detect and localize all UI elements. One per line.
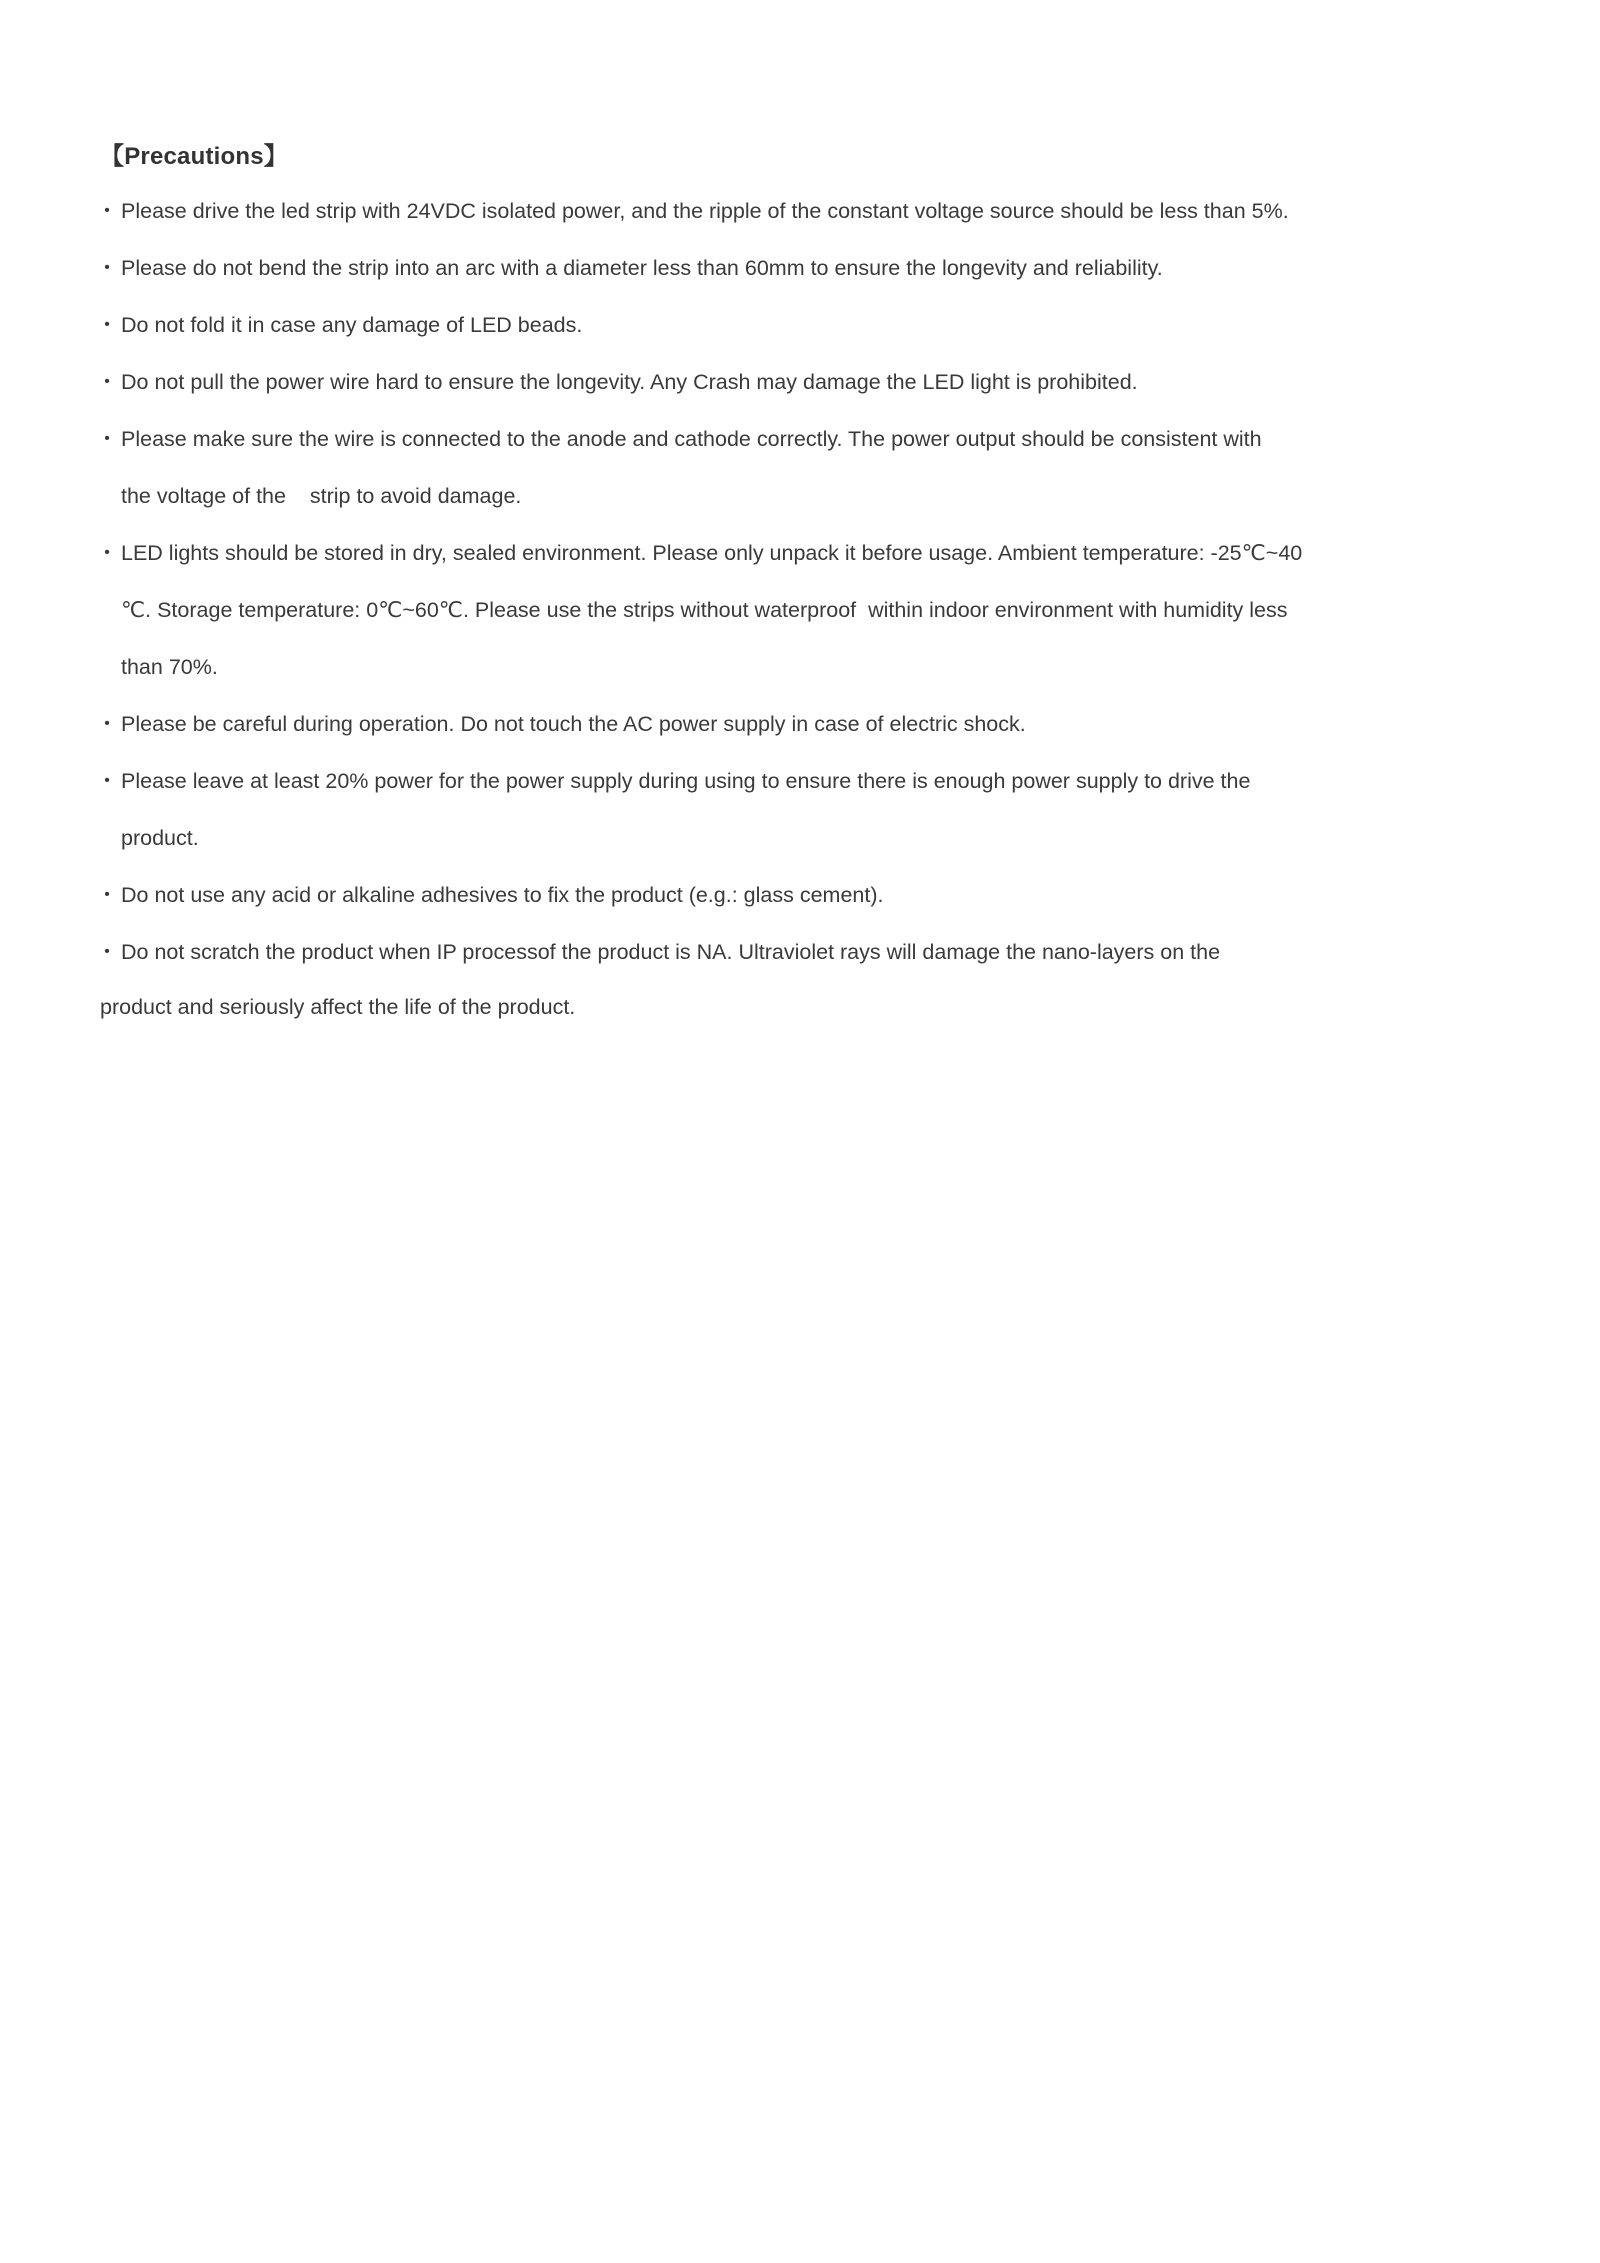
precaution-item-3-line-1: Do not fold it in case any damage of LED beads. <box>121 313 583 337</box>
precaution-item-4-line-1: Do not pull the power wire hard to ensure the longevity. Any Crash may damage the LED light is prohibited. <box>121 370 1138 394</box>
bullet-icon: • <box>104 715 110 732</box>
bullet-icon: • <box>104 886 110 903</box>
bullet-icon: • <box>104 373 110 390</box>
bullet-icon: • <box>104 316 110 333</box>
precaution-item-1-line-1: Please drive the led strip with 24VDC isolated power, and the ripple of the constant voltage source should be less than 5%. <box>121 199 1289 223</box>
bullet-icon: • <box>104 259 110 276</box>
precaution-item-8-line-2: product. <box>121 826 199 850</box>
bullet-icon: • <box>104 943 110 960</box>
precaution-item-5-line-2: the voltage of the strip to avoid damage. <box>121 484 522 508</box>
precaution-item-7-line-1: Please be careful during operation. Do not touch the AC power supply in case of electric shock. <box>121 712 1026 736</box>
precaution-item-6-line-2: ℃. Storage temperature: 0℃~60℃. Please use the strips without waterproof within indoor environment with humidity less <box>121 598 1288 622</box>
precaution-item-2-line-1: Please do not bend the strip into an arc with a diameter less than 60mm to ensure the longevity and reliability. <box>121 256 1163 280</box>
bullet-icon: • <box>104 202 110 219</box>
precaution-item-10-line-1: Do not scratch the product when IP processof the product is NA. Ultraviolet rays will damage the nano-layers on the <box>121 940 1221 964</box>
precaution-item-6-line-1: LED lights should be stored in dry, sealed environment. Please only unpack it before usage. Ambient temperature: -25℃~40 <box>121 541 1303 565</box>
precaution-item-5-line-1: Please make sure the wire is connected to the anode and cathode correctly. The power output should be consistent with <box>121 427 1262 451</box>
bullet-icon: • <box>104 430 110 447</box>
precaution-item-10-line-2: product and seriously affect the life of the product. <box>100 995 576 1019</box>
precaution-item-6-line-3: than 70%. <box>121 655 218 679</box>
bullet-icon: • <box>104 544 110 561</box>
precaution-item-9-line-1: Do not use any acid or alkaline adhesives to fix the product (e.g.: glass cement). <box>121 883 884 907</box>
precautions-heading: 【Precautions】 <box>100 143 288 170</box>
bullet-icon: • <box>104 772 110 789</box>
precaution-item-8-line-1: Please leave at least 20% power for the power supply during using to ensure there is enough power supply to drive the <box>121 769 1251 793</box>
